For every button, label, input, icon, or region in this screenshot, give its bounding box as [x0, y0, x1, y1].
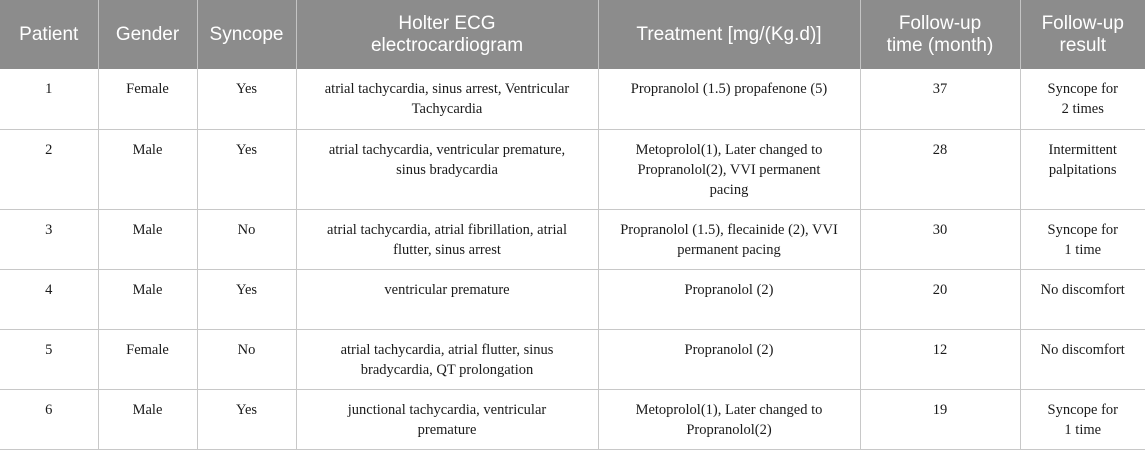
cell-gender: Male	[98, 269, 197, 329]
table-row	[0, 269, 1145, 329]
cell-holter-ecg: junctional tachycardia, ventricular premature	[296, 389, 598, 449]
cell-syncope: No	[197, 209, 296, 269]
cell-gender: Female	[98, 329, 197, 389]
cell-syncope: Yes	[197, 129, 296, 209]
cell-gender: Male	[98, 209, 197, 269]
header-syncope: Syncope	[197, 0, 296, 69]
cell-holter-ecg: ventricular premature	[296, 269, 598, 329]
cell-holter-ecg: atrial tachycardia, atrial fibrillation, atrial flutter, sinus arrest	[296, 209, 598, 269]
cell-holter-ecg: atrial tachycardia, sinus arrest, Ventricular Tachycardia	[296, 69, 598, 129]
table-row	[0, 69, 1145, 129]
cell-follow-up-result: Syncope for 2 times	[1020, 69, 1145, 129]
cell-syncope: Yes	[197, 269, 296, 329]
cell-follow-up-result: Syncope for 1 time	[1020, 209, 1145, 269]
header-follow-up-time: Follow-up time (month)	[860, 0, 1020, 69]
header-gender: Gender	[98, 0, 197, 69]
table-row	[0, 389, 1145, 449]
cell-gender: Male	[98, 129, 197, 209]
cell-treatment: Propranolol (2)	[598, 329, 860, 389]
cell-treatment: Propranolol (1.5), flecainide (2), VVI permanent pacing	[598, 209, 860, 269]
cell-treatment: Propranolol (2)	[598, 269, 860, 329]
header-patient: Patient	[0, 0, 98, 69]
cell-gender: Male	[98, 389, 197, 449]
cell-patient: 6	[0, 389, 98, 449]
cell-syncope: No	[197, 329, 296, 389]
cell-patient: 5	[0, 329, 98, 389]
cell-follow-up-result: No discomfort	[1020, 269, 1145, 329]
cell-follow-up-result: Intermittent palpitations	[1020, 129, 1145, 209]
cell-treatment: Metoprolol(1), Later changed to Propranolol(2), VVI permanent pacing	[598, 129, 860, 209]
cell-follow-up-time: 19	[860, 389, 1020, 449]
cell-follow-up-result: No discomfort	[1020, 329, 1145, 389]
header-follow-up-result: Follow-up result	[1020, 0, 1145, 69]
cell-treatment: Metoprolol(1), Later changed to Propranolol(2)	[598, 389, 860, 449]
table-row	[0, 329, 1145, 389]
cell-gender: Female	[98, 69, 197, 129]
cell-follow-up-time: 30	[860, 209, 1020, 269]
header-row	[0, 0, 1145, 69]
cell-follow-up-time: 28	[860, 129, 1020, 209]
cell-treatment: Propranolol (1.5) propafenone (5)	[598, 69, 860, 129]
cell-syncope: Yes	[197, 69, 296, 129]
cell-follow-up-time: 20	[860, 269, 1020, 329]
cell-follow-up-result: Syncope for 1 time	[1020, 389, 1145, 449]
header-holter-ecg: Holter ECG electrocardiogram	[296, 0, 598, 69]
cell-patient: 4	[0, 269, 98, 329]
cell-follow-up-time: 12	[860, 329, 1020, 389]
cell-patient: 1	[0, 69, 98, 129]
header-treatment: Treatment [mg/(Kg.d)]	[598, 0, 860, 69]
cell-holter-ecg: atrial tachycardia, ventricular premature, sinus bradycardia	[296, 129, 598, 209]
cell-follow-up-time: 37	[860, 69, 1020, 129]
cell-syncope: Yes	[197, 389, 296, 449]
cell-patient: 2	[0, 129, 98, 209]
table-row	[0, 209, 1145, 269]
table-row	[0, 129, 1145, 209]
cell-patient: 3	[0, 209, 98, 269]
cell-holter-ecg: atrial tachycardia, atrial flutter, sinus bradycardia, QT prolongation	[296, 329, 598, 389]
